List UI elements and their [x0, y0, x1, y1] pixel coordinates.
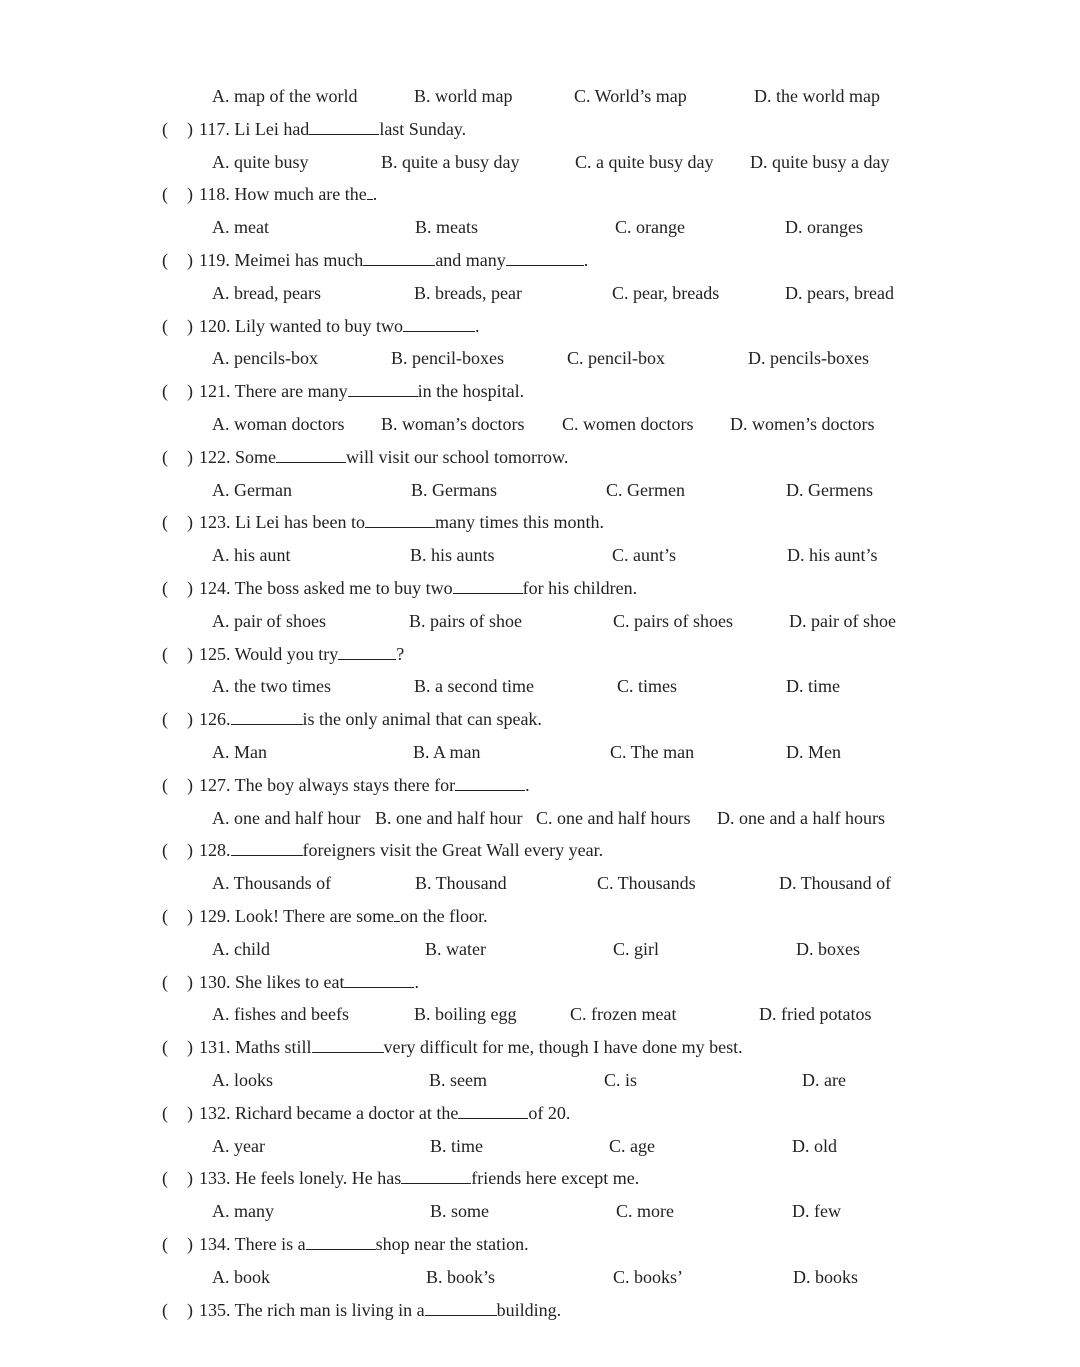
question-stem-end: many times this month. [434, 512, 604, 533]
answer-paren-open: ( [162, 1234, 168, 1254]
answer-paren-open: ( [162, 1037, 168, 1058]
question-text [199, 707, 542, 731]
question-stem-end: last Sunday. [379, 118, 467, 139]
question-row [0, 248, 1080, 272]
answer-option[interactable]: A. German [212, 479, 292, 500]
question-text [199, 1232, 529, 1256]
answer-option[interactable]: D. the world map [754, 86, 880, 106]
question-stem: 131. Maths still [199, 1037, 312, 1058]
answer-option[interactable]: D. few [792, 1201, 841, 1222]
answer-paren-close: ) [187, 184, 193, 205]
question-stem-end: friends here except me. [471, 1168, 640, 1189]
answer-paren-close: ) [187, 315, 193, 336]
answer-blank[interactable] [348, 379, 418, 397]
question-stem-end: . [525, 774, 530, 795]
question-text [199, 576, 637, 600]
answer-option[interactable]: A. Thousands of [212, 873, 332, 894]
answer-option[interactable]: B. some [430, 1201, 490, 1222]
answer-paren-close: ) [187, 512, 193, 533]
answer-paren-close: ) [187, 840, 193, 861]
answer-option[interactable]: A. Man [212, 742, 267, 762]
option-row [0, 806, 1080, 830]
question-row [0, 576, 1080, 600]
answer-option[interactable]: C. pear, breads [612, 282, 720, 303]
answer-paren-open: ( [162, 774, 168, 795]
answer-paren-open: ( [162, 184, 168, 205]
answer-option[interactable]: D. pears, bread [785, 282, 894, 303]
question-stem-end: building. [496, 1299, 562, 1320]
option-row [0, 1265, 1080, 1289]
answer-option[interactable]: C. aunt’s [612, 545, 677, 566]
answer-option[interactable]: B. pencil-boxes [391, 348, 504, 369]
answer-option[interactable]: D. one and a half hours [717, 807, 885, 828]
answer-paren-open: ( [162, 1168, 168, 1189]
question-stem: 132. Richard became a doctor at the [199, 1102, 459, 1123]
question-stem: 117. Li Lei had [199, 118, 310, 139]
question-text [199, 1166, 639, 1190]
answer-option[interactable]: D. pair of shoe [789, 610, 896, 631]
answer-option[interactable]: C. World’s map [574, 86, 687, 106]
question-stem: 122. Some [199, 446, 277, 467]
answer-option[interactable]: A. child [212, 938, 270, 959]
question-stem: 123. Li Lei has been to [199, 512, 365, 533]
answer-option[interactable]: D. quite busy a day [750, 151, 890, 172]
answer-paren-open: ( [162, 315, 168, 336]
answer-option[interactable]: B. world map [414, 86, 513, 106]
answer-option[interactable]: D. Germens [786, 479, 873, 500]
option-row [0, 478, 1080, 502]
option-row [0, 609, 1080, 633]
answer-paren-open: ( [162, 643, 168, 664]
question-stem: 126. [199, 709, 231, 730]
answer-option[interactable]: D. pencils-boxes [748, 348, 869, 369]
answer-blank[interactable] [425, 1298, 497, 1316]
answer-paren-close: ) [187, 906, 193, 926]
question-stem-end: very difficult for me, though I have done my best. [383, 1037, 743, 1058]
answer-option[interactable]: A. pencils-box [212, 348, 318, 369]
answer-option[interactable]: A. one and half hour [212, 807, 361, 828]
question-stem: 130. She likes to eat [199, 971, 345, 992]
answer-option[interactable]: A. the two times [212, 676, 331, 697]
answer-option[interactable]: A. bread, pears [212, 282, 321, 303]
answer-option[interactable]: A. many [212, 1201, 274, 1222]
answer-option[interactable]: C. Thousands [597, 873, 696, 894]
answer-paren-open: ( [162, 1102, 168, 1123]
option-row [0, 674, 1080, 698]
question-row [0, 1298, 1080, 1322]
question-text [199, 970, 419, 994]
question-text [199, 642, 404, 666]
question-text [199, 904, 488, 928]
answer-option[interactable]: D. old [792, 1135, 837, 1156]
answer-option[interactable]: C. pairs of shoes [613, 610, 733, 631]
question-stem: 127. The boy always stays there for [199, 774, 456, 795]
question-stem: 121. There are many [199, 381, 348, 402]
answer-paren-close: ) [187, 709, 193, 730]
answer-blank[interactable] [344, 970, 414, 988]
answer-option[interactable]: A. year [212, 1135, 265, 1156]
answer-option[interactable]: B. boiling egg [414, 1004, 517, 1025]
answer-paren-close: ) [187, 1168, 193, 1189]
answer-blank[interactable] [231, 707, 303, 725]
answer-paren-open: ( [162, 709, 168, 730]
answer-option[interactable]: A. woman doctors [212, 414, 345, 434]
option-row [0, 1134, 1080, 1158]
answer-option[interactable]: B. book’s [426, 1266, 496, 1287]
question-stem-end: on the floor. [400, 906, 488, 926]
answer-option[interactable]: D. Men [786, 742, 841, 762]
answer-blank-2[interactable] [506, 248, 584, 266]
answer-option[interactable]: D. time [786, 676, 840, 697]
answer-option[interactable]: D. women’s doctors [730, 414, 875, 434]
answer-paren-open: ( [162, 840, 168, 861]
answer-paren-open: ( [162, 381, 168, 402]
question-row [0, 838, 1080, 862]
option-row [0, 740, 1080, 764]
question-stem: 124. The boss asked me to buy two [199, 578, 453, 598]
option-row [0, 281, 1080, 305]
answer-option[interactable]: A. meat [212, 217, 269, 238]
question-row [0, 904, 1080, 928]
answer-option[interactable]: B. one and half hour [375, 807, 523, 828]
question-row [0, 1035, 1080, 1059]
question-stem-end: . [372, 184, 378, 205]
answer-option[interactable]: A. map of the world [212, 86, 358, 106]
option-row [0, 1199, 1080, 1223]
question-text [199, 182, 377, 206]
answer-blank[interactable] [276, 445, 346, 463]
question-stem: 118. How much are the [199, 184, 367, 205]
answer-paren-open: ( [162, 971, 168, 992]
question-stem: 133. He feels lonely. He has [199, 1168, 402, 1189]
question-stem-end: for his children. [522, 578, 638, 598]
answer-option[interactable]: C. age [609, 1135, 655, 1156]
answer-option[interactable]: B. meats [415, 217, 478, 238]
question-text [199, 248, 588, 272]
answer-option[interactable]: A. pair of shoes [212, 610, 326, 631]
question-text [199, 379, 524, 403]
answer-option[interactable]: D. books [793, 1266, 859, 1287]
answer-paren-close: ) [187, 971, 193, 992]
answer-blank[interactable] [306, 1232, 376, 1250]
answer-paren-close: ) [187, 1234, 193, 1254]
answer-option[interactable]: D. his aunt’s [787, 545, 878, 566]
answer-blank[interactable] [365, 510, 435, 528]
answer-paren-close: ) [187, 446, 193, 467]
answer-option[interactable]: B. quite a busy day [381, 151, 520, 172]
option-row [0, 1002, 1080, 1026]
answer-paren-open: ( [162, 118, 168, 139]
answer-blank[interactable] [338, 642, 396, 660]
question-stem-end: . [474, 315, 480, 336]
answer-option[interactable]: B. seem [429, 1070, 487, 1090]
answer-option[interactable]: B. breads, pear [414, 282, 522, 303]
question-text [199, 1298, 561, 1322]
answer-option[interactable]: C. more [616, 1201, 674, 1222]
question-stem: 119. Meimei has much [199, 250, 364, 270]
answer-blank[interactable] [231, 838, 303, 856]
answer-paren-open: ( [162, 578, 168, 598]
question-row [0, 1101, 1080, 1125]
answer-option[interactable]: A. his aunt [212, 545, 291, 566]
option-row [0, 412, 1080, 436]
question-row [0, 510, 1080, 534]
question-stem-end: . [414, 971, 419, 992]
answer-paren-close: ) [187, 1102, 193, 1123]
answer-option[interactable]: C. pencil-box [567, 348, 665, 369]
answer-option[interactable]: B. a second time [414, 676, 534, 697]
question-stem-end: is the only animal that can speak. [302, 709, 542, 730]
option-row [0, 1068, 1080, 1092]
answer-option[interactable]: B. Thousand [415, 873, 507, 894]
question-stem: 134. There is a [199, 1234, 306, 1254]
answer-option[interactable]: D. boxes [796, 938, 860, 959]
question-text [199, 510, 604, 534]
answer-blank[interactable] [363, 248, 435, 266]
answer-option[interactable]: C. times [617, 676, 678, 697]
option-row [0, 346, 1080, 370]
question-text [199, 117, 466, 141]
answer-option[interactable]: A. book [212, 1266, 270, 1287]
question-row [0, 707, 1080, 731]
answer-option[interactable]: B. A man [413, 742, 481, 762]
question-stem-end: ? [396, 643, 405, 664]
question-row [0, 642, 1080, 666]
answer-blank[interactable] [458, 1101, 528, 1119]
answer-option[interactable]: A. looks [212, 1070, 274, 1090]
answer-paren-close: ) [187, 643, 193, 664]
question-stem-end: shop near the station. [375, 1234, 529, 1254]
answer-option[interactable]: A. fishes and beefs [212, 1004, 349, 1025]
option-row [0, 937, 1080, 961]
question-row [0, 1166, 1080, 1190]
question-stem-end: will visit our school tomorrow. [346, 446, 569, 467]
answer-option[interactable]: B. pairs of shoe [409, 610, 522, 631]
answer-option[interactable]: C. books’ [613, 1266, 684, 1287]
option-row [0, 215, 1080, 239]
question-text [199, 838, 603, 862]
answer-blank[interactable] [312, 1035, 384, 1053]
question-text [199, 773, 530, 797]
answer-option[interactable]: D. oranges [785, 217, 863, 238]
answer-paren-open: ( [162, 250, 168, 270]
answer-option[interactable]: B. woman’s doctors [381, 414, 525, 434]
answer-paren-open: ( [162, 512, 168, 533]
answer-blank[interactable] [455, 773, 525, 791]
answer-option[interactable]: C. The man [610, 742, 695, 762]
question-row [0, 379, 1080, 403]
answer-blank[interactable] [309, 117, 379, 135]
question-stem: 125. Would you try [199, 643, 339, 664]
question-text [199, 445, 568, 469]
answer-option[interactable]: D. Thousand of [779, 873, 892, 894]
question-stem-end: of 20. [528, 1102, 571, 1123]
question-row [0, 1232, 1080, 1256]
answer-paren-open: ( [162, 906, 168, 926]
answer-blank[interactable] [401, 1166, 471, 1184]
option-row [0, 84, 1080, 108]
answer-paren-close: ) [187, 1037, 193, 1058]
answer-option[interactable]: C. frozen meat [570, 1004, 677, 1025]
question-text [199, 314, 479, 338]
answer-option[interactable]: B. his aunts [410, 545, 495, 566]
answer-option[interactable]: C. girl [613, 938, 660, 959]
answer-option[interactable]: C. one and half hours [536, 807, 691, 828]
answer-option[interactable]: C. a quite busy day [575, 151, 714, 172]
question-stem-end: in the hospital. [417, 381, 525, 402]
question-row [0, 445, 1080, 469]
answer-option[interactable]: C. Germen [606, 479, 685, 500]
answer-paren-close: ) [187, 774, 193, 795]
answer-option[interactable]: C. is [604, 1070, 638, 1090]
question-row [0, 314, 1080, 338]
question-text [199, 1035, 743, 1059]
answer-paren-open: ( [162, 446, 168, 467]
answer-option[interactable]: C. women doctors [562, 414, 694, 434]
answer-blank[interactable] [453, 576, 523, 594]
question-text [199, 1101, 570, 1125]
answer-option[interactable]: D. are [802, 1070, 846, 1090]
option-row [0, 543, 1080, 567]
option-row [0, 871, 1080, 895]
question-stem-end: . [583, 250, 589, 270]
answer-option[interactable]: D. fried potatos [759, 1004, 872, 1025]
question-row [0, 117, 1080, 141]
question-stem-middle: and many [435, 250, 506, 270]
question-stem: 129. Look! There are some [199, 906, 395, 926]
answer-option[interactable]: C. orange [615, 217, 685, 238]
answer-paren-close: ) [187, 250, 193, 270]
question-stem: 135. The rich man is living in a [199, 1299, 425, 1320]
question-stem: 120. Lily wanted to buy two [199, 315, 403, 336]
answer-blank[interactable] [403, 314, 475, 332]
question-row [0, 182, 1080, 206]
answer-paren-close: ) [187, 118, 193, 139]
answer-paren-close: ) [187, 1299, 193, 1320]
answer-option[interactable]: A. quite busy [212, 151, 309, 172]
option-row [0, 150, 1080, 174]
question-stem-end: foreigners visit the Great Wall every year. [302, 840, 604, 861]
answer-option[interactable]: B. Germans [411, 479, 497, 500]
answer-option[interactable]: B. time [430, 1135, 483, 1156]
answer-paren-open: ( [162, 1299, 168, 1320]
question-stem: 128. [199, 840, 231, 861]
answer-option[interactable]: B. water [425, 938, 486, 959]
question-row [0, 773, 1080, 797]
answer-paren-close: ) [187, 381, 193, 402]
answer-paren-close: ) [187, 578, 193, 598]
question-row [0, 970, 1080, 994]
